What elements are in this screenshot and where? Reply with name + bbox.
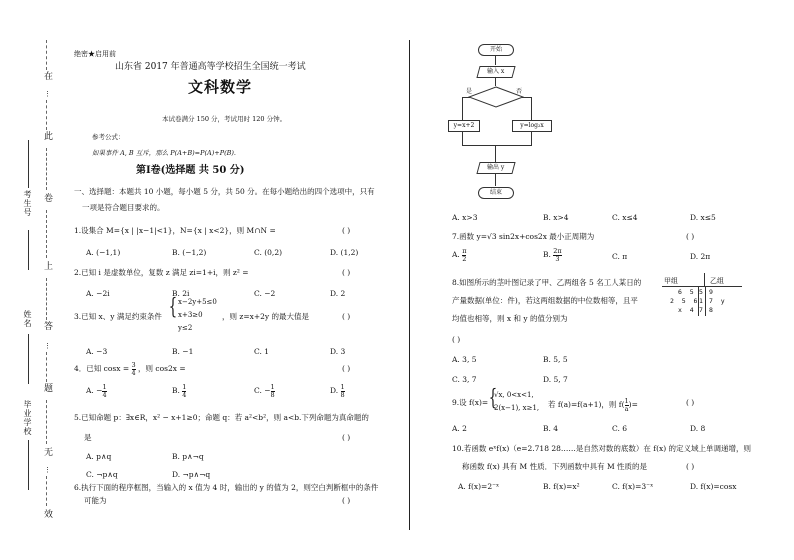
flow-line bbox=[462, 131, 463, 145]
stem-leaf-header-rule bbox=[662, 286, 742, 287]
fraction-numerator: π bbox=[462, 247, 467, 255]
school-label: 毕业学校 bbox=[23, 400, 32, 436]
stem-leaf-right: 9 bbox=[709, 288, 713, 296]
constraint-1: x−2y+5≤0 bbox=[178, 298, 217, 306]
flowchart-input-label: 输入 x bbox=[487, 68, 505, 75]
flowchart-input bbox=[476, 66, 515, 78]
answer-paren[interactable]: ( ) bbox=[342, 364, 351, 373]
formula-label: 参考公式： bbox=[92, 133, 125, 141]
flow-line bbox=[462, 97, 463, 120]
margin-char: 无 bbox=[44, 448, 54, 458]
binding-dash bbox=[46, 210, 47, 258]
question-stem-tail: ，则 z=x+2y 的最大值是 bbox=[222, 312, 310, 321]
option-b[interactable]: B. x>4 bbox=[543, 213, 569, 222]
answer-paren[interactable]: ( ) bbox=[686, 462, 695, 471]
flow-line bbox=[495, 55, 496, 65]
question-stem: 9.设 f(x)= bbox=[452, 398, 489, 407]
margin-dots: ⋮ bbox=[44, 466, 51, 474]
option-a[interactable]: A. 3, 5 bbox=[452, 355, 477, 364]
flowchart-yes-label: 是 bbox=[466, 88, 473, 95]
fraction-denominator: 4 bbox=[102, 390, 107, 399]
option-label: B. bbox=[172, 386, 183, 395]
stem-leaf-stem: 7 bbox=[699, 306, 703, 314]
option-c[interactable] bbox=[254, 384, 275, 398]
option-label: A. − bbox=[86, 386, 103, 395]
option-d[interactable]: D. 2π bbox=[690, 252, 711, 261]
section-title: 第Ⅰ卷(选择题 共 50 分) bbox=[136, 165, 245, 176]
flow-line bbox=[462, 145, 532, 146]
margin-char: 答 bbox=[44, 322, 54, 332]
question-stem: 2.已知 i 是虚数单位，复数 z 满足 zi=1+i，则 z² = bbox=[74, 268, 249, 277]
option-d[interactable]: D. 5, 7 bbox=[543, 375, 568, 384]
constraint-3: y≤2 bbox=[178, 324, 193, 332]
flowchart-output bbox=[476, 162, 515, 174]
exam-title: 山东省 2017 年普通高等学校招生全国统一考试 bbox=[115, 62, 306, 72]
binding-dash bbox=[46, 40, 47, 70]
option-c[interactable]: C. ¬p∧q bbox=[86, 470, 118, 479]
option-c[interactable]: C. 6 bbox=[612, 424, 628, 433]
option-d[interactable]: D. 8 bbox=[690, 424, 706, 433]
flow-line bbox=[495, 77, 496, 86]
option-c[interactable]: C. x≤4 bbox=[612, 213, 638, 222]
column-divider bbox=[409, 40, 410, 530]
margin-char: 此 bbox=[44, 132, 54, 142]
option-b[interactable]: B. 4 bbox=[543, 424, 559, 433]
answer-paren[interactable]: ( ) bbox=[686, 398, 695, 407]
option-d[interactable]: D. f(x)=cosx bbox=[690, 482, 737, 491]
school-field[interactable] bbox=[28, 440, 29, 490]
question-stem: 5.已知命题 p：∃x∈R，x² − x+1≥0；命题 q：若 a²<b²，则 a<b.下列命题为真命题的 bbox=[74, 413, 369, 422]
option-a[interactable]: A. x>3 bbox=[452, 213, 478, 222]
flow-line bbox=[495, 145, 496, 162]
question-stem: 1.设集合 M={x | |x−1|<1}，N={x | x<2}，则 M∩N = bbox=[74, 226, 276, 235]
option-d[interactable]: D. ¬p∧¬q bbox=[172, 470, 211, 479]
stem-leaf-left: 2 5 6 bbox=[670, 297, 698, 305]
fraction-numerator: 1 bbox=[270, 383, 275, 391]
answer-paren[interactable]: ( ) bbox=[342, 496, 351, 505]
fraction-denominator: 4 bbox=[131, 368, 136, 377]
stem-leaf-stem: 1 bbox=[699, 297, 703, 305]
flowchart-no-label: 否 bbox=[516, 88, 523, 95]
option-a[interactable] bbox=[452, 248, 466, 262]
option-b[interactable]: B. 5, 5 bbox=[543, 355, 568, 364]
question-stem: 8.如图所示的茎叶图记录了甲、乙两组各 5 名工人某日的 bbox=[452, 278, 642, 287]
answer-paren[interactable]: ( ) bbox=[686, 232, 695, 241]
secret-mark: 绝密★启用前 bbox=[74, 50, 116, 58]
margin-char: 题 bbox=[44, 384, 54, 394]
option-c[interactable]: C. 1 bbox=[254, 347, 270, 356]
option-d[interactable]: D. 2 bbox=[330, 289, 346, 298]
question-stem: 10.若函数 eˣf(x)（e=2.718 28……是自然对数的底数）在 f(x) 的定义域上单调递增，则 bbox=[452, 444, 752, 453]
margin-dots: ⋮ bbox=[44, 90, 51, 98]
flow-line bbox=[462, 97, 470, 98]
piece-2: 2(x−1), x≥1, bbox=[494, 404, 540, 412]
binding-dash bbox=[46, 352, 47, 382]
margin-char: 在 bbox=[44, 72, 54, 82]
option-c[interactable]: C. 3, 7 bbox=[452, 375, 477, 384]
fraction bbox=[341, 384, 345, 398]
formula-text: 如果事件 A, B 互斥，那么 P(A+B)=P(A)+P(B). bbox=[92, 149, 236, 157]
answer-paren[interactable]: ( ) bbox=[342, 226, 351, 235]
option-label: D. bbox=[330, 386, 341, 395]
answer-paren[interactable]: ( ) bbox=[342, 312, 351, 321]
instructions-line-1: 一、选择题：本题共 10 小题，每小题 5 分，共 50 分。在每小题给出的四个选项中，只有 bbox=[74, 187, 375, 196]
fraction-numerator: 1 bbox=[624, 397, 629, 405]
flow-line bbox=[495, 173, 496, 186]
stem-leaf-left: 6 5 bbox=[678, 288, 694, 296]
answer-paren[interactable]: ( ) bbox=[342, 268, 351, 277]
fraction bbox=[462, 248, 466, 262]
binding-dash bbox=[46, 148, 47, 190]
stem-leaf-left: x 4 bbox=[678, 306, 694, 314]
flowchart-right-process: y=log₂x bbox=[512, 120, 552, 132]
question-stem-3: 均值也相等，则 x 和 y 的值分别为 bbox=[452, 314, 568, 323]
margin-dots: ⋮ bbox=[44, 342, 51, 350]
question-stem-2: 是 bbox=[84, 433, 92, 442]
option-c[interactable]: C. −2 bbox=[254, 289, 276, 298]
option-b[interactable]: B. f(x)=x² bbox=[543, 482, 580, 491]
exam-info: 本试卷满分 150 分，考试用时 120 分钟。 bbox=[162, 115, 287, 123]
flow-line bbox=[531, 97, 532, 120]
stem-part: ，则 cos2x = bbox=[138, 364, 186, 373]
option-a[interactable]: A. −3 bbox=[86, 347, 108, 356]
examinee-number-field[interactable] bbox=[28, 140, 29, 188]
option-b[interactable]: B. p∧¬q bbox=[172, 452, 204, 461]
stem-leaf-header-a: 甲组 bbox=[664, 277, 678, 285]
fraction-numerator: 1 bbox=[340, 383, 345, 391]
stem-leaf-right: 8 bbox=[709, 306, 713, 314]
option-a[interactable]: A. (−1,1) bbox=[86, 248, 121, 257]
option-d[interactable]: D. x≤5 bbox=[690, 213, 716, 222]
subject-title: 文科数学 bbox=[188, 78, 253, 96]
option-b[interactable] bbox=[543, 248, 562, 262]
answer-paren[interactable]: ( ) bbox=[342, 433, 351, 442]
binding-dash bbox=[46, 278, 47, 320]
option-c[interactable]: C. π bbox=[612, 252, 628, 261]
fraction-denominator: 4 bbox=[182, 390, 187, 399]
stem-leaf-header-b: 乙组 bbox=[710, 277, 724, 285]
margin-char: 上 bbox=[44, 262, 54, 272]
brace: { bbox=[168, 295, 178, 320]
fraction-denominator: 2 bbox=[462, 254, 467, 263]
flowchart-output-label: 输出 y bbox=[487, 164, 505, 171]
fraction-denominator: 3 bbox=[555, 254, 560, 263]
binding-dash bbox=[46, 400, 47, 444]
fraction bbox=[182, 384, 186, 398]
fraction bbox=[271, 384, 275, 398]
question-stem-2: 可能为 bbox=[84, 496, 107, 505]
fraction-denominator: a bbox=[624, 404, 629, 413]
margin-char: 效 bbox=[44, 510, 54, 520]
fraction-numerator: 2π bbox=[553, 247, 562, 255]
name-field[interactable] bbox=[28, 334, 29, 384]
margin-char: 卷 bbox=[44, 194, 54, 204]
option-a[interactable]: A. −2i bbox=[86, 289, 110, 298]
option-b[interactable] bbox=[172, 384, 186, 398]
binding-dash bbox=[46, 476, 47, 506]
option-label: B. bbox=[543, 250, 554, 259]
option-a[interactable]: A. f(x)=2⁻ˣ bbox=[458, 482, 500, 491]
answer-paren[interactable]: ( ) bbox=[452, 335, 461, 344]
question-stem: 6.执行下面的程序框图，当输入的 x 值为 4 时，输出的 y 的值为 2，则空白判断框中的条件 bbox=[74, 483, 379, 492]
fraction bbox=[553, 248, 561, 262]
fraction-denominator: 8 bbox=[340, 390, 345, 399]
question-stem: 3.已知 x、y 满足约束条件 bbox=[74, 312, 162, 321]
option-d[interactable]: D. (1,2) bbox=[330, 248, 359, 257]
option-a[interactable]: A. 2 bbox=[452, 424, 467, 433]
stem-part: 4．已知 cosx = bbox=[74, 364, 130, 373]
name-label: 姓名 bbox=[23, 310, 32, 328]
constraint-2: x+3≥0 bbox=[178, 311, 203, 319]
fraction bbox=[102, 384, 106, 398]
examinee-number-label: 考生号 bbox=[23, 190, 32, 217]
flowchart-end: 结束 bbox=[478, 187, 514, 199]
fraction-numerator: 1 bbox=[182, 383, 187, 391]
option-c[interactable]: C. (0,2) bbox=[254, 248, 283, 257]
fraction-numerator: 1 bbox=[102, 383, 107, 391]
option-b[interactable]: B. (−1,2) bbox=[172, 248, 207, 257]
flowchart-start: 开始 bbox=[478, 44, 514, 56]
examinee-number-field-line[interactable] bbox=[28, 230, 29, 270]
option-a[interactable]: A. p∧q bbox=[86, 452, 112, 461]
question-stem bbox=[74, 362, 186, 376]
stem-part: )= bbox=[628, 400, 638, 409]
fraction-denominator: 8 bbox=[270, 390, 275, 399]
question-stem-2: 称函数 f(x) 具有 M 性质．下列函数中具有 M 性质的是 bbox=[462, 462, 648, 471]
instructions-line-2: 一项是符合题目要求的。 bbox=[82, 203, 165, 212]
fraction-numerator: 3 bbox=[131, 361, 136, 369]
binding-dash bbox=[46, 100, 47, 130]
stem-part: 若 f(a)=f(a+1)，则 f( bbox=[548, 400, 625, 409]
flow-line bbox=[531, 131, 532, 145]
stem-leaf-stem: 5 bbox=[699, 288, 703, 296]
option-c[interactable]: C. f(x)=3⁻ˣ bbox=[612, 482, 654, 491]
option-a[interactable] bbox=[86, 384, 107, 398]
stem-leaf-header-divider bbox=[704, 273, 705, 286]
brace: { bbox=[488, 386, 498, 411]
stem-leaf-right: 7 y bbox=[709, 297, 725, 305]
piece-1: √x, 0<x<1, bbox=[494, 391, 534, 399]
stem-leaf-divider-right bbox=[705, 286, 706, 316]
option-label: A. bbox=[452, 250, 463, 259]
option-b[interactable]: B. −1 bbox=[172, 347, 194, 356]
option-label: C. − bbox=[254, 386, 271, 395]
option-b[interactable]: B. 2i bbox=[172, 289, 190, 298]
option-d[interactable] bbox=[330, 384, 345, 398]
question-stem: 7.函数 y=√3 sin2x+cos2x 最小正周期为 bbox=[452, 232, 595, 241]
fraction bbox=[132, 362, 136, 376]
question-stem-2: 产量数据(单位：件)，若这两组数据的中位数相等，且平 bbox=[452, 296, 638, 305]
option-d[interactable]: D. 3 bbox=[330, 347, 346, 356]
question-stem-tail bbox=[548, 398, 638, 412]
flowchart-left-process: y=x+2 bbox=[448, 120, 480, 132]
